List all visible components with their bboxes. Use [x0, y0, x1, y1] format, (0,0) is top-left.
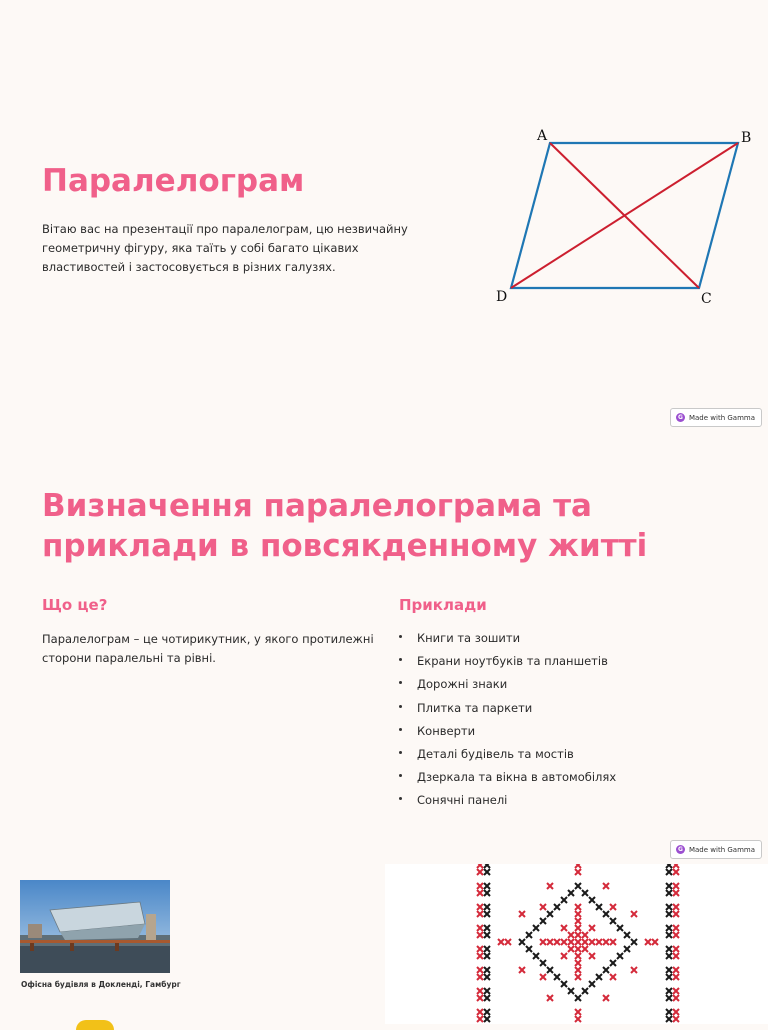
- slide-definition: [0, 432, 768, 864]
- stitch: [484, 988, 490, 994]
- stitch: [589, 925, 595, 931]
- stitch: [568, 890, 574, 896]
- stitch: [666, 967, 672, 973]
- stitch: [477, 904, 483, 910]
- road-sign-image: [76, 1020, 114, 1030]
- stitch: [484, 946, 490, 952]
- stitch: [610, 904, 616, 910]
- slide-title: Паралелограм: [42, 163, 305, 199]
- stitch: [484, 911, 490, 917]
- made-with-gamma-badge[interactable]: [670, 408, 762, 427]
- stitch: [603, 911, 609, 917]
- stitch: [568, 946, 574, 952]
- stitch: [575, 960, 581, 966]
- stitch: [673, 967, 679, 973]
- slide-intro: [0, 0, 768, 432]
- stitch: [484, 967, 490, 973]
- stitch: [561, 981, 567, 987]
- stitch: [582, 932, 588, 938]
- stitch: [575, 939, 581, 945]
- stitch: [575, 1016, 581, 1022]
- office-building-photo: [20, 880, 170, 973]
- examples-heading: Приклади: [399, 596, 487, 614]
- stitch: [617, 953, 623, 959]
- stitch: [666, 932, 672, 938]
- stitch: [477, 967, 483, 973]
- stitch: [484, 890, 490, 896]
- gamma-logo-icon: G: [676, 845, 685, 854]
- stitch: [624, 932, 630, 938]
- stitch: [575, 953, 581, 959]
- stitch: [533, 925, 539, 931]
- stitch: [575, 883, 581, 889]
- stitch: [484, 932, 490, 938]
- stitch: [673, 1016, 679, 1022]
- definition-text: Паралелограм – це чотирикутник, у якого протилежні сторони паралельні та рівні.: [42, 632, 374, 665]
- stitch: [477, 974, 483, 980]
- stitch: [631, 939, 637, 945]
- stitch: [575, 864, 581, 868]
- stitch: [484, 869, 490, 875]
- stitch: [673, 869, 679, 875]
- stitch: [575, 946, 581, 952]
- stitch: [547, 939, 553, 945]
- stitch: [484, 864, 490, 868]
- stitch: [631, 967, 637, 973]
- stitch: [666, 911, 672, 917]
- stitch: [477, 1009, 483, 1015]
- vertex-label-b: B: [741, 130, 752, 146]
- stitch: [575, 1009, 581, 1015]
- stitch: [526, 946, 532, 952]
- vertex-label-d: D: [496, 289, 508, 305]
- list-item: Деталі будівель та мостів: [399, 744, 616, 767]
- stitch: [477, 932, 483, 938]
- stitch: [673, 925, 679, 931]
- stitch: [575, 911, 581, 917]
- stitch: [505, 939, 511, 945]
- stitch: [652, 939, 658, 945]
- stitch: [673, 995, 679, 1001]
- stitch: [610, 960, 616, 966]
- list-item: Дзеркала та вікна в автомобілях: [399, 767, 616, 790]
- stitch: [673, 864, 679, 868]
- stitch: [610, 918, 616, 924]
- stitch: [575, 932, 581, 938]
- stitch: [645, 939, 651, 945]
- stitch: [596, 904, 602, 910]
- parallelogram-figure: [488, 120, 758, 310]
- stitch: [575, 869, 581, 875]
- stitch: [673, 974, 679, 980]
- stitch: [477, 890, 483, 896]
- stitch: [547, 883, 553, 889]
- stitch: [673, 988, 679, 994]
- stitch: [561, 939, 567, 945]
- list-item: Книги та зошити: [399, 628, 616, 651]
- stitch: [673, 1009, 679, 1015]
- badge-label: Made with Gamma: [688, 845, 755, 854]
- stitch: [540, 939, 546, 945]
- stitch: [575, 967, 581, 973]
- stitch: [477, 911, 483, 917]
- stitch: [617, 925, 623, 931]
- stitch: [589, 953, 595, 959]
- stitch: [554, 939, 560, 945]
- stitch: [554, 904, 560, 910]
- stitch: [575, 995, 581, 1001]
- what-heading: Що це?: [42, 596, 108, 614]
- stitch: [575, 925, 581, 931]
- stitch: [540, 918, 546, 924]
- stitch: [666, 890, 672, 896]
- stitch: [477, 995, 483, 1001]
- stitch: [603, 939, 609, 945]
- vertex-label-c: C: [701, 291, 712, 307]
- stitch: [533, 953, 539, 959]
- stitch: [666, 1016, 672, 1022]
- stitch: [484, 1009, 490, 1015]
- stitch: [484, 925, 490, 931]
- stitch: [554, 974, 560, 980]
- stitch: [589, 897, 595, 903]
- intro-text: Вітаю вас на презентації про паралелограм, цю незвичайну геометричну фігуру, яка таїть у собі багато цікавих властивостей і застосовується в різних галузях.: [42, 222, 408, 274]
- stitch: [561, 953, 567, 959]
- stitch: [547, 995, 553, 1001]
- slide-examples-images: [0, 864, 768, 1024]
- stitch: [477, 946, 483, 952]
- made-with-gamma-badge[interactable]: [670, 840, 762, 859]
- stitch: [498, 939, 504, 945]
- stitch: [673, 932, 679, 938]
- stitch: [666, 869, 672, 875]
- stitch: [589, 981, 595, 987]
- stitch: [666, 995, 672, 1001]
- stitch: [540, 904, 546, 910]
- stitch: [666, 904, 672, 910]
- stitch: [610, 974, 616, 980]
- stitch: [477, 953, 483, 959]
- stitch: [666, 946, 672, 952]
- stitch: [673, 953, 679, 959]
- stitch: [540, 974, 546, 980]
- stitch: [666, 1009, 672, 1015]
- stitch: [477, 925, 483, 931]
- ukrainian-embroidery-image: [385, 864, 768, 1024]
- stitch: [568, 939, 574, 945]
- list-item: Конверти: [399, 721, 616, 744]
- stitch: [519, 939, 525, 945]
- list-item: Дорожні знаки: [399, 674, 616, 697]
- examples-list: [399, 628, 616, 814]
- stitch: [477, 864, 483, 868]
- embroidery-pattern: [385, 864, 768, 1024]
- stitch: [568, 988, 574, 994]
- stitch: [603, 995, 609, 1001]
- stitch: [484, 904, 490, 910]
- stitch: [484, 974, 490, 980]
- list-item: Плитка та паркети: [399, 698, 616, 721]
- stitch: [666, 974, 672, 980]
- stitch: [582, 988, 588, 994]
- stitch: [582, 939, 588, 945]
- badge-label: Made with Gamma: [688, 413, 755, 422]
- stitch: [673, 911, 679, 917]
- stitch: [519, 967, 525, 973]
- stitch: [603, 883, 609, 889]
- stitch: [596, 974, 602, 980]
- gamma-logo-icon: G: [676, 413, 685, 422]
- stitch: [666, 925, 672, 931]
- stitch: [477, 883, 483, 889]
- stitch: [547, 911, 553, 917]
- stitch: [673, 890, 679, 896]
- slide-title: Визначення паралелограма та приклади в повсякденному житті: [42, 488, 648, 564]
- stitch: [673, 904, 679, 910]
- stitch: [484, 953, 490, 959]
- stitch: [582, 890, 588, 896]
- stitch: [624, 946, 630, 952]
- stitch: [582, 946, 588, 952]
- stitch: [666, 883, 672, 889]
- stitch: [484, 883, 490, 889]
- stitch: [666, 864, 672, 868]
- stitch: [477, 869, 483, 875]
- vertex-label-a: A: [537, 128, 548, 144]
- stitch: [568, 932, 574, 938]
- stitch: [484, 995, 490, 1001]
- stitch: [575, 974, 581, 980]
- stitch: [561, 925, 567, 931]
- stitch: [575, 918, 581, 924]
- stitch: [666, 953, 672, 959]
- stitch: [547, 967, 553, 973]
- stitch: [575, 904, 581, 910]
- stitch: [603, 967, 609, 973]
- stitch: [477, 988, 483, 994]
- stitch: [561, 897, 567, 903]
- stitch: [673, 946, 679, 952]
- stitch: [484, 1016, 490, 1022]
- stitch: [477, 1016, 483, 1022]
- stitch: [666, 988, 672, 994]
- stitch: [596, 939, 602, 945]
- stitch: [526, 932, 532, 938]
- stitch: [673, 883, 679, 889]
- list-item: Екрани ноутбуків та планшетів: [399, 651, 616, 674]
- stitch: [589, 939, 595, 945]
- stitch: [540, 960, 546, 966]
- stitch: [610, 939, 616, 945]
- stitch: [631, 911, 637, 917]
- list-item: Сонячні панелі: [399, 790, 616, 813]
- stitch: [519, 911, 525, 917]
- photo-caption: Офісна будівля в Докленді, Гамбург: [21, 980, 181, 989]
